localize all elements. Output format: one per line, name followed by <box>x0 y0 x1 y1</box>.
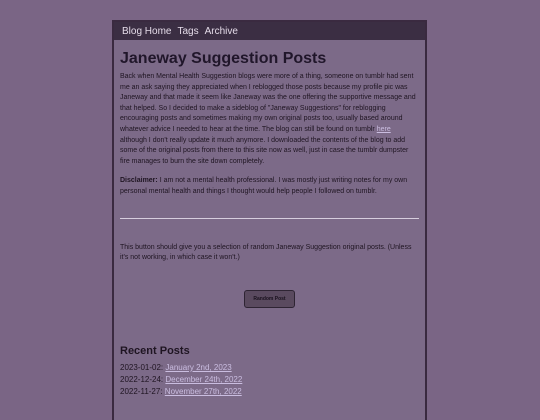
random-button-wrap <box>120 287 419 308</box>
disclaimer-text: I am not a mental health professional. I was mostly just writing notes for my own personal mental health and things I thought would help people I followed on tumblr. <box>120 177 408 195</box>
nav-blog-home[interactable]: Blog Home <box>122 25 172 37</box>
page-container <box>112 20 427 420</box>
recent-post-item <box>120 362 419 374</box>
nav-tags[interactable]: Tags <box>177 25 199 37</box>
recent-posts-heading: Recent Posts <box>120 344 190 357</box>
top-nav <box>114 22 425 40</box>
tumblr-link[interactable]: here <box>376 125 391 133</box>
post-date: 2022-12-24: <box>120 374 164 384</box>
disclaimer-paragraph <box>120 176 419 197</box>
random-button-description: This button should give you a selection of random Janeway Suggestion original posts. (Unless it's not working, in which case it won't.) <box>120 243 412 262</box>
recent-post-item <box>120 374 419 386</box>
post-date: 2022-11-27: <box>120 386 163 396</box>
post-link[interactable]: November 27th, 2022 <box>164 386 242 396</box>
intro-paragraph <box>120 72 419 167</box>
intro-text-start: Back when Mental Health Suggestion blogs were more of a thing, someone on tumblr had sent me an ask saying they appreciated when I reblogged those posts because my profile pic was Janeway and that made it seem like Janeway was the one offering the supportive message and that helped. So I decided to make a sideblog of "Janeway Suggestions" for reblogging encouraging posts and sometimes making my own original posts too, usually based around whatever advice I needed to hear at the time. The blog can still be found on tumblr <box>120 73 416 133</box>
disclaimer-label: Disclaimer: <box>120 177 158 185</box>
random-post-button[interactable]: Random Post <box>244 290 294 308</box>
post-date: 2023-01-02: <box>120 362 164 372</box>
intro-text-end: although I don't really update it much anymore. I downloaded the contents of the blog to add some of the original posts from there to this site now as well, just in case the tumblr dumpster fire manages to burn the site down completely. <box>120 136 409 165</box>
post-link[interactable]: January 2nd, 2023 <box>165 362 232 372</box>
divider <box>120 218 419 219</box>
page-title: Janeway Suggestion Posts <box>120 50 327 67</box>
nav-archive[interactable]: Archive <box>204 25 238 37</box>
post-link[interactable]: December 24th, 2022 <box>165 374 243 384</box>
recent-post-item <box>120 386 419 398</box>
main-content <box>114 40 425 398</box>
